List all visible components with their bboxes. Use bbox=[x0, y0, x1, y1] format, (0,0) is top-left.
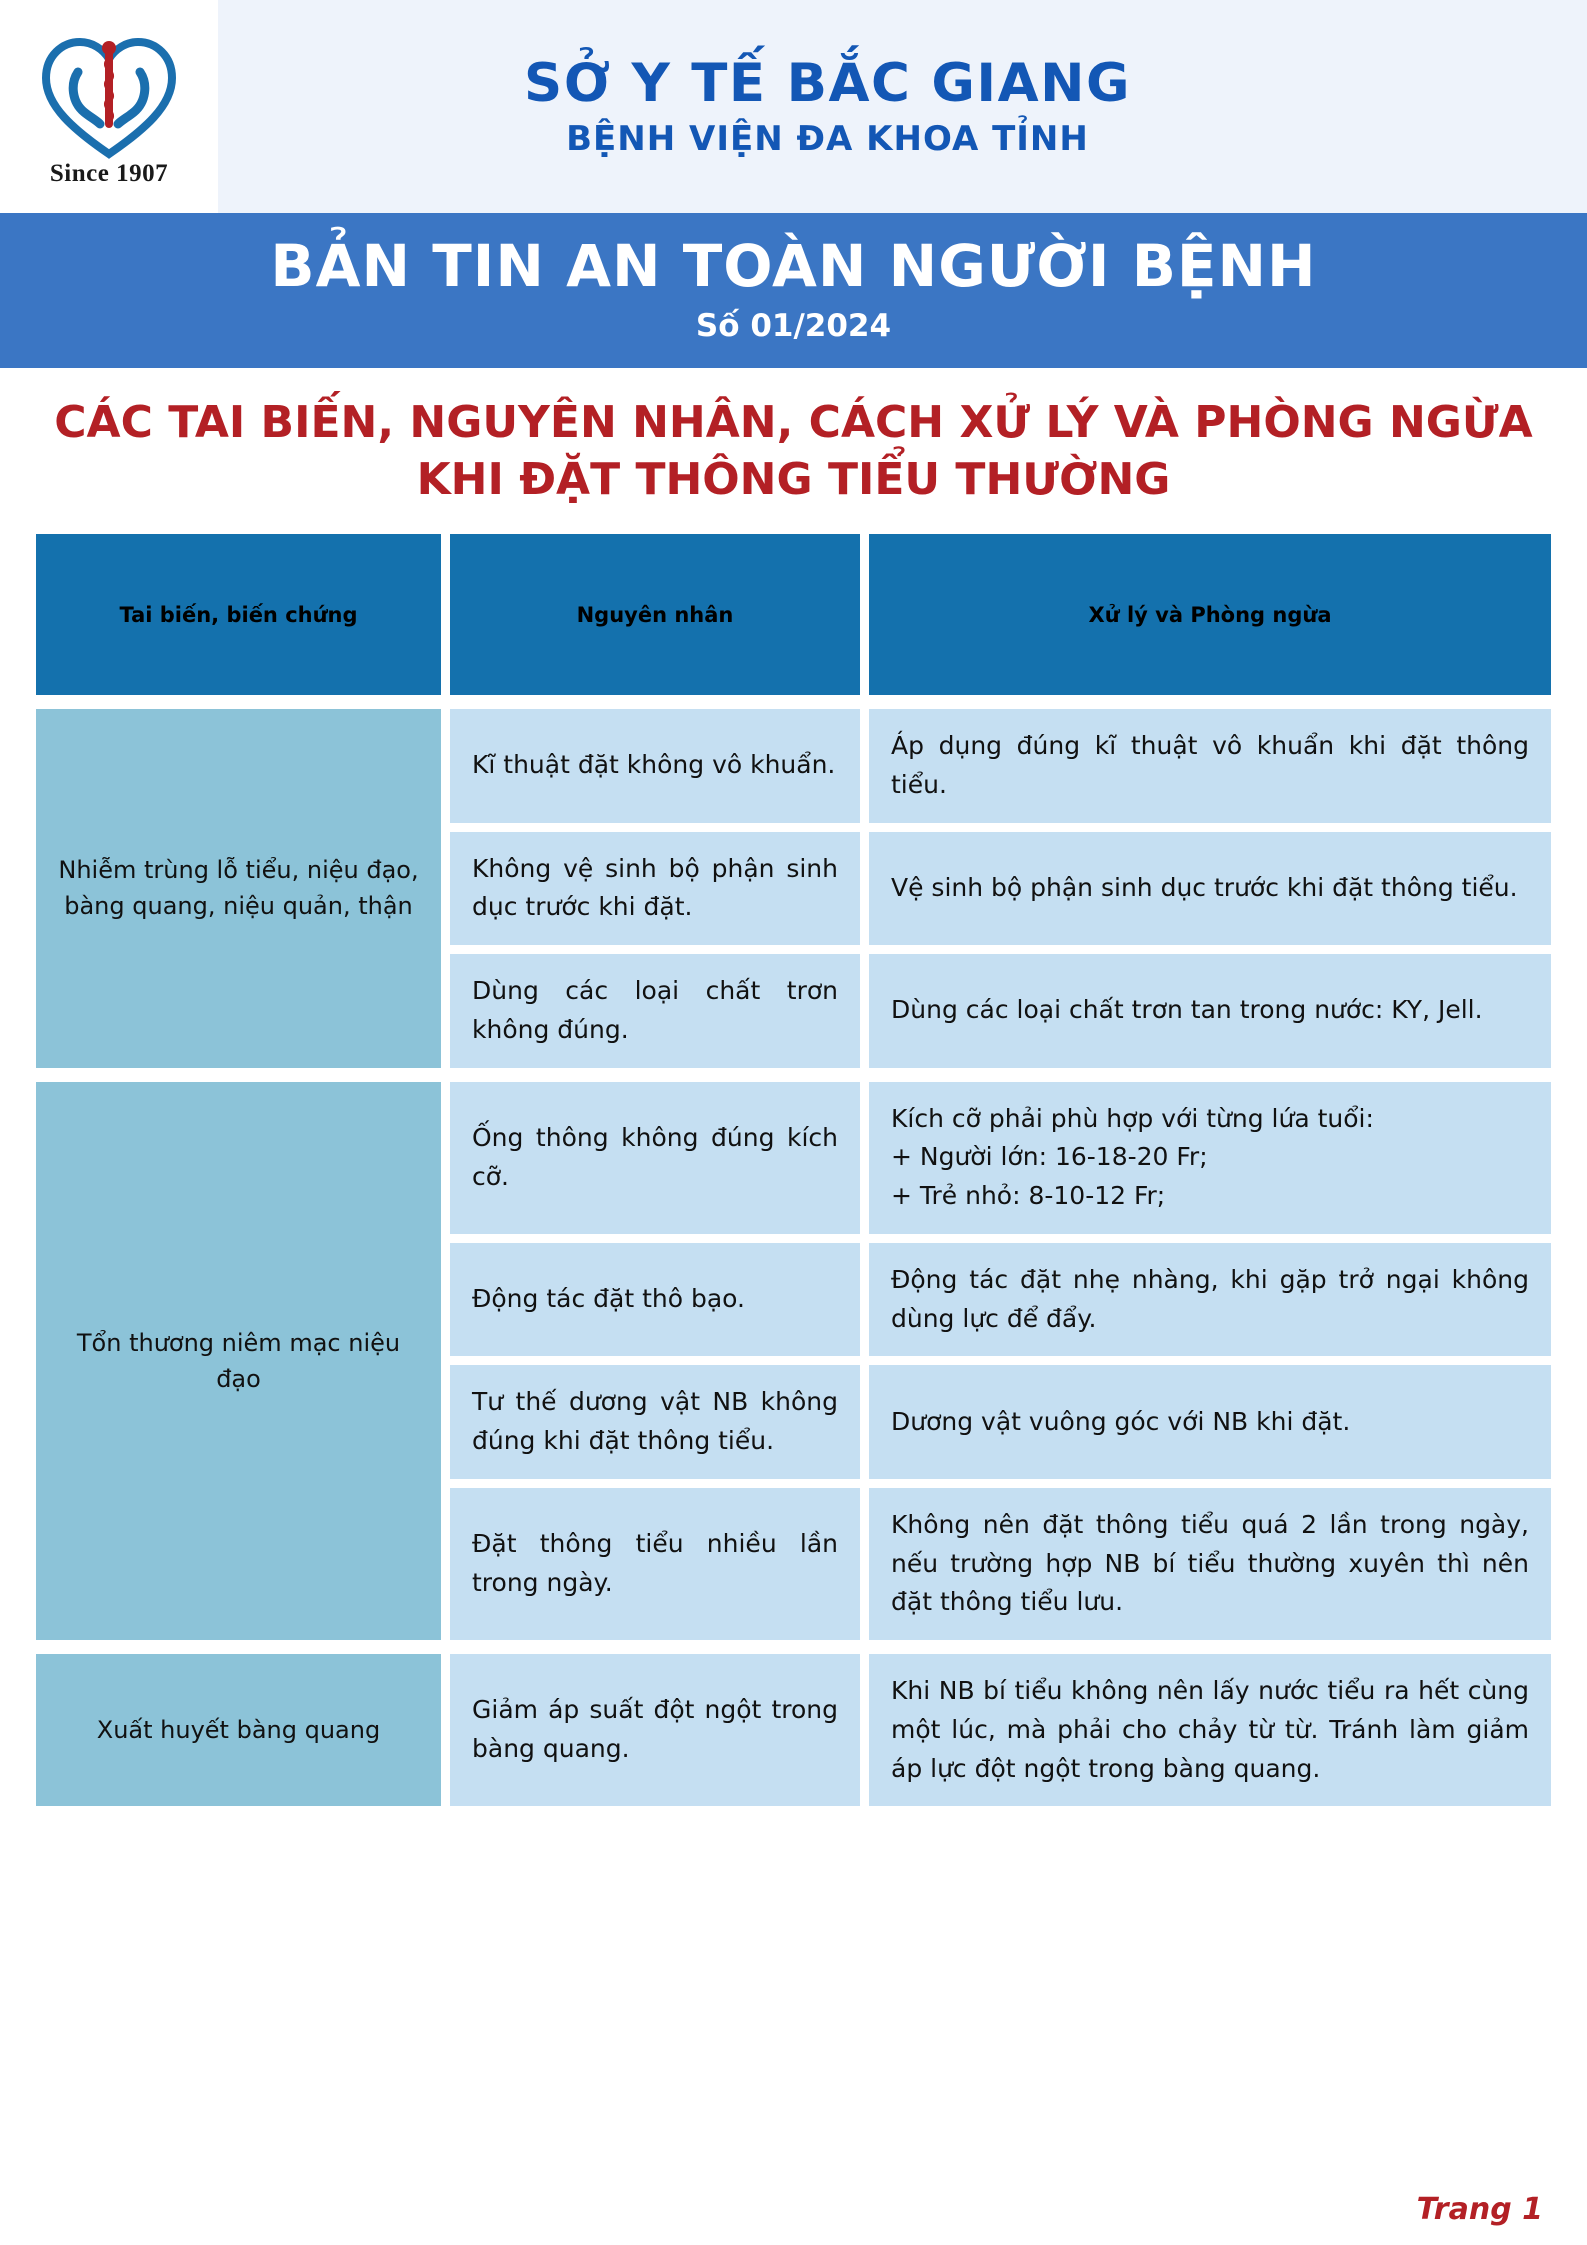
heart-caduceus-logo-icon bbox=[34, 26, 184, 166]
table-group-rows bbox=[450, 709, 1551, 1068]
table-header-row bbox=[36, 534, 1551, 695]
table-row bbox=[450, 954, 1551, 1068]
column-header-handling: Xử lý và Phòng ngừa bbox=[869, 534, 1551, 695]
table-group bbox=[36, 1082, 1551, 1641]
bulletin-issue: Số 01/2024 bbox=[695, 307, 892, 344]
handling-cell: Kích cỡ phải phù hợp với từng lứa tuổi: + Người lớn: 16-18-20 Fr; + Trẻ nhỏ: 8-10-12 Fr; bbox=[869, 1082, 1551, 1234]
table-group-rows bbox=[450, 1654, 1551, 1806]
organization-subname: BỆNH VIỆN ĐA KHOA TỈNH bbox=[566, 119, 1089, 160]
bulletin-banner bbox=[0, 213, 1587, 368]
cause-cell: Tư thế dương vật NB không đúng khi đặt thông tiểu. bbox=[450, 1365, 860, 1479]
column-header-cause: Nguyên nhân bbox=[450, 534, 860, 695]
handling-cell: Áp dụng đúng kĩ thuật vô khuẩn khi đặt thông tiểu. bbox=[869, 709, 1551, 823]
table-row bbox=[450, 832, 1551, 946]
table-row bbox=[450, 1243, 1551, 1357]
complications-table bbox=[36, 534, 1551, 1806]
handling-cell: Khi NB bí tiểu không nên lấy nước tiểu ra hết cùng một lúc, mà phải cho chảy từ từ. Tránh làm giảm áp lực đột ngột trong bàng quang. bbox=[869, 1654, 1551, 1806]
hospital-logo bbox=[0, 0, 218, 213]
handling-cell: Vệ sinh bộ phận sinh dục trước khi đặt thông tiểu. bbox=[869, 832, 1551, 946]
handling-cell: Dương vật vuông góc với NB khi đặt. bbox=[869, 1365, 1551, 1479]
handling-cell: Dùng các loại chất trơn tan trong nước: KY, Jell. bbox=[869, 954, 1551, 1068]
page-number: Trang 1 bbox=[1416, 2192, 1543, 2227]
cause-cell: Dùng các loại chất trơn không đúng. bbox=[450, 954, 860, 1068]
page-title: CÁC TAI BIẾN, NGUYÊN NHÂN, CÁCH XỬ LÝ VÀ PHÒNG NGỪA KHI ĐẶT THÔNG TIỂU THƯỜNG bbox=[54, 396, 1533, 505]
organization-name: SỞ Y TẾ BẮC GIANG bbox=[524, 52, 1131, 114]
category-cell: Tổn thương niêm mạc niệu đạo bbox=[36, 1082, 441, 1641]
handling-cell: Không nên đặt thông tiểu quá 2 lần trong ngày, nếu trường hợp NB bí tiểu thường xuyên thì nên đặt thông tiểu lưu. bbox=[869, 1488, 1551, 1640]
bulletin-title: BẢN TIN AN TOÀN NGƯỜI BỆNH bbox=[270, 232, 1317, 300]
table-row bbox=[450, 1082, 1551, 1234]
cause-cell: Kĩ thuật đặt không vô khuẩn. bbox=[450, 709, 860, 823]
cause-cell: Động tác đặt thô bạo. bbox=[450, 1243, 860, 1357]
cause-cell: Ống thông không đúng kích cỡ. bbox=[450, 1082, 860, 1234]
table-group bbox=[36, 709, 1551, 1068]
table-row bbox=[450, 1365, 1551, 1479]
header-titles bbox=[218, 54, 1587, 159]
cause-cell: Giảm áp suất đột ngột trong bàng quang. bbox=[450, 1654, 860, 1806]
cause-cell: Không vệ sinh bộ phận sinh dục trước khi đặt. bbox=[450, 832, 860, 946]
table-row bbox=[450, 1654, 1551, 1806]
category-cell: Xuất huyết bàng quang bbox=[36, 1654, 441, 1806]
table-row bbox=[450, 1488, 1551, 1640]
handling-cell: Động tác đặt nhẹ nhàng, khi gặp trở ngại không dùng lực để đẩy. bbox=[869, 1243, 1551, 1357]
cause-cell: Đặt thông tiểu nhiều lần trong ngày. bbox=[450, 1488, 860, 1640]
page-header bbox=[0, 0, 1587, 213]
category-cell: Nhiễm trùng lỗ tiểu, niệu đạo, bàng quang, niệu quản, thận bbox=[36, 709, 441, 1068]
table-row bbox=[450, 709, 1551, 823]
logo-since-label: Since 1907 bbox=[49, 159, 169, 187]
column-header-complication: Tai biến, biến chứng bbox=[36, 534, 441, 695]
table-group-rows bbox=[450, 1082, 1551, 1641]
table-group bbox=[36, 1654, 1551, 1806]
